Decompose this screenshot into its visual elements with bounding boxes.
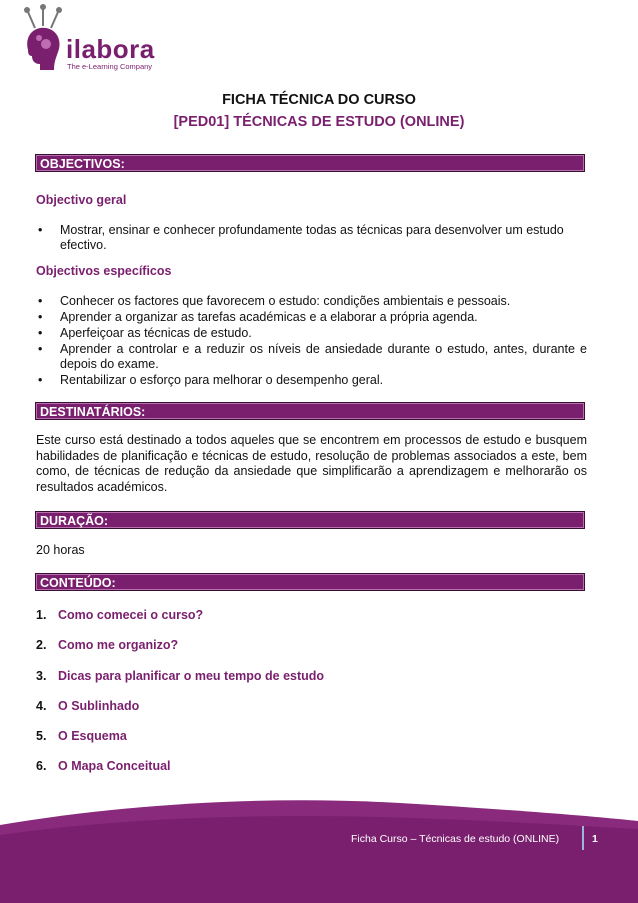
specific-objectives-label: Objectivos específicos (36, 264, 172, 278)
content-item (36, 638, 178, 652)
content-item-label: O Mapa Conceitual (58, 759, 171, 773)
general-objective-text: Mostrar, ensinar e conhecer profundamente todas as técnicas para desenvolver um estudo efectivo. (60, 223, 564, 252)
content-item-label: O Sublinhado (58, 699, 140, 713)
content-item-number: 1. (36, 608, 47, 622)
list-item (36, 310, 587, 325)
section-header-content: CONTEÚDO: (35, 573, 585, 591)
specific-objective-text: Rentabilizar o esforço para melhorar o desempenho geral. (60, 373, 384, 387)
content-item-number: 5. (36, 729, 47, 743)
content-item-label: Como comecei o curso? (58, 608, 204, 622)
content-item (36, 699, 139, 713)
head-logo-icon (18, 4, 68, 80)
footer-document-title: Ficha Curso – Técnicas de estudo (ONLINE) (351, 833, 560, 845)
logo-tagline: The e-Learning Company (67, 62, 153, 71)
logo-wordmark: ilabora (66, 34, 155, 64)
specific-objective-text: Aperfeiçoar as técnicas de estudo. (60, 326, 252, 340)
content-item-label: O Esquema (58, 729, 127, 743)
bullet-icon: • (38, 223, 43, 237)
content-item (36, 608, 203, 622)
list-item (36, 223, 587, 252)
content-item-number: 3. (36, 669, 47, 683)
bullet-icon: • (38, 310, 43, 324)
footer-separator (582, 826, 584, 850)
bullet-icon: • (38, 326, 43, 340)
content-item-number: 2. (36, 638, 47, 652)
bullet-icon: • (38, 373, 43, 387)
course-title: [PED01] TÉCNICAS DE ESTUDO (ONLINE) (173, 114, 465, 130)
content-item-label: Como me organizo? (58, 638, 179, 652)
content-item-number: 6. (36, 759, 47, 773)
section-header-audience: DESTINATÁRIOS: (35, 402, 585, 420)
page-number: 1 (592, 833, 598, 845)
general-objective-label: Objectivo geral (36, 193, 127, 207)
content-item (36, 729, 127, 743)
list-item (36, 373, 587, 388)
content-item (36, 669, 324, 683)
footer-wave-decoration (0, 795, 638, 903)
list-item (36, 326, 587, 341)
list-item (36, 294, 587, 309)
duration-text: 20 horas (36, 543, 85, 557)
audience-text: Este curso está destinado a todos aqueles que se encontrem em processos de estudo e busquem habilidades de planificação e técnicas de estudo, resolução de problemas associados a este, bem como, de técnicas de redução da ansiedade que simplificarão a aprendizagem e melhorarão os resultados académicos. (36, 433, 587, 494)
content-item-label: Dicas para planificar o meu tempo de estudo (58, 669, 325, 683)
bullet-icon: • (38, 294, 43, 308)
ilabora-logo (18, 4, 178, 80)
specific-objective-text: Aprender a controlar e a reduzir os níveis de ansiedade durante o estudo, antes, durante e depois do exame. (60, 342, 587, 371)
content-item (36, 759, 171, 773)
document-title: FICHA TÉCNICA DO CURSO (222, 92, 416, 108)
section-header-duration: DURAÇÃO: (35, 511, 585, 529)
specific-objective-text: Aprender a organizar as tarefas académicas e a elaborar a própria agenda. (60, 310, 478, 324)
section-header-objectives: OBJECTIVOS: (35, 154, 585, 172)
bullet-icon: • (38, 342, 43, 356)
specific-objective-text: Conhecer os factores que favorecem o estudo: condições ambientais e pessoais. (60, 294, 511, 308)
content-item-number: 4. (36, 699, 47, 713)
list-item (36, 342, 587, 371)
